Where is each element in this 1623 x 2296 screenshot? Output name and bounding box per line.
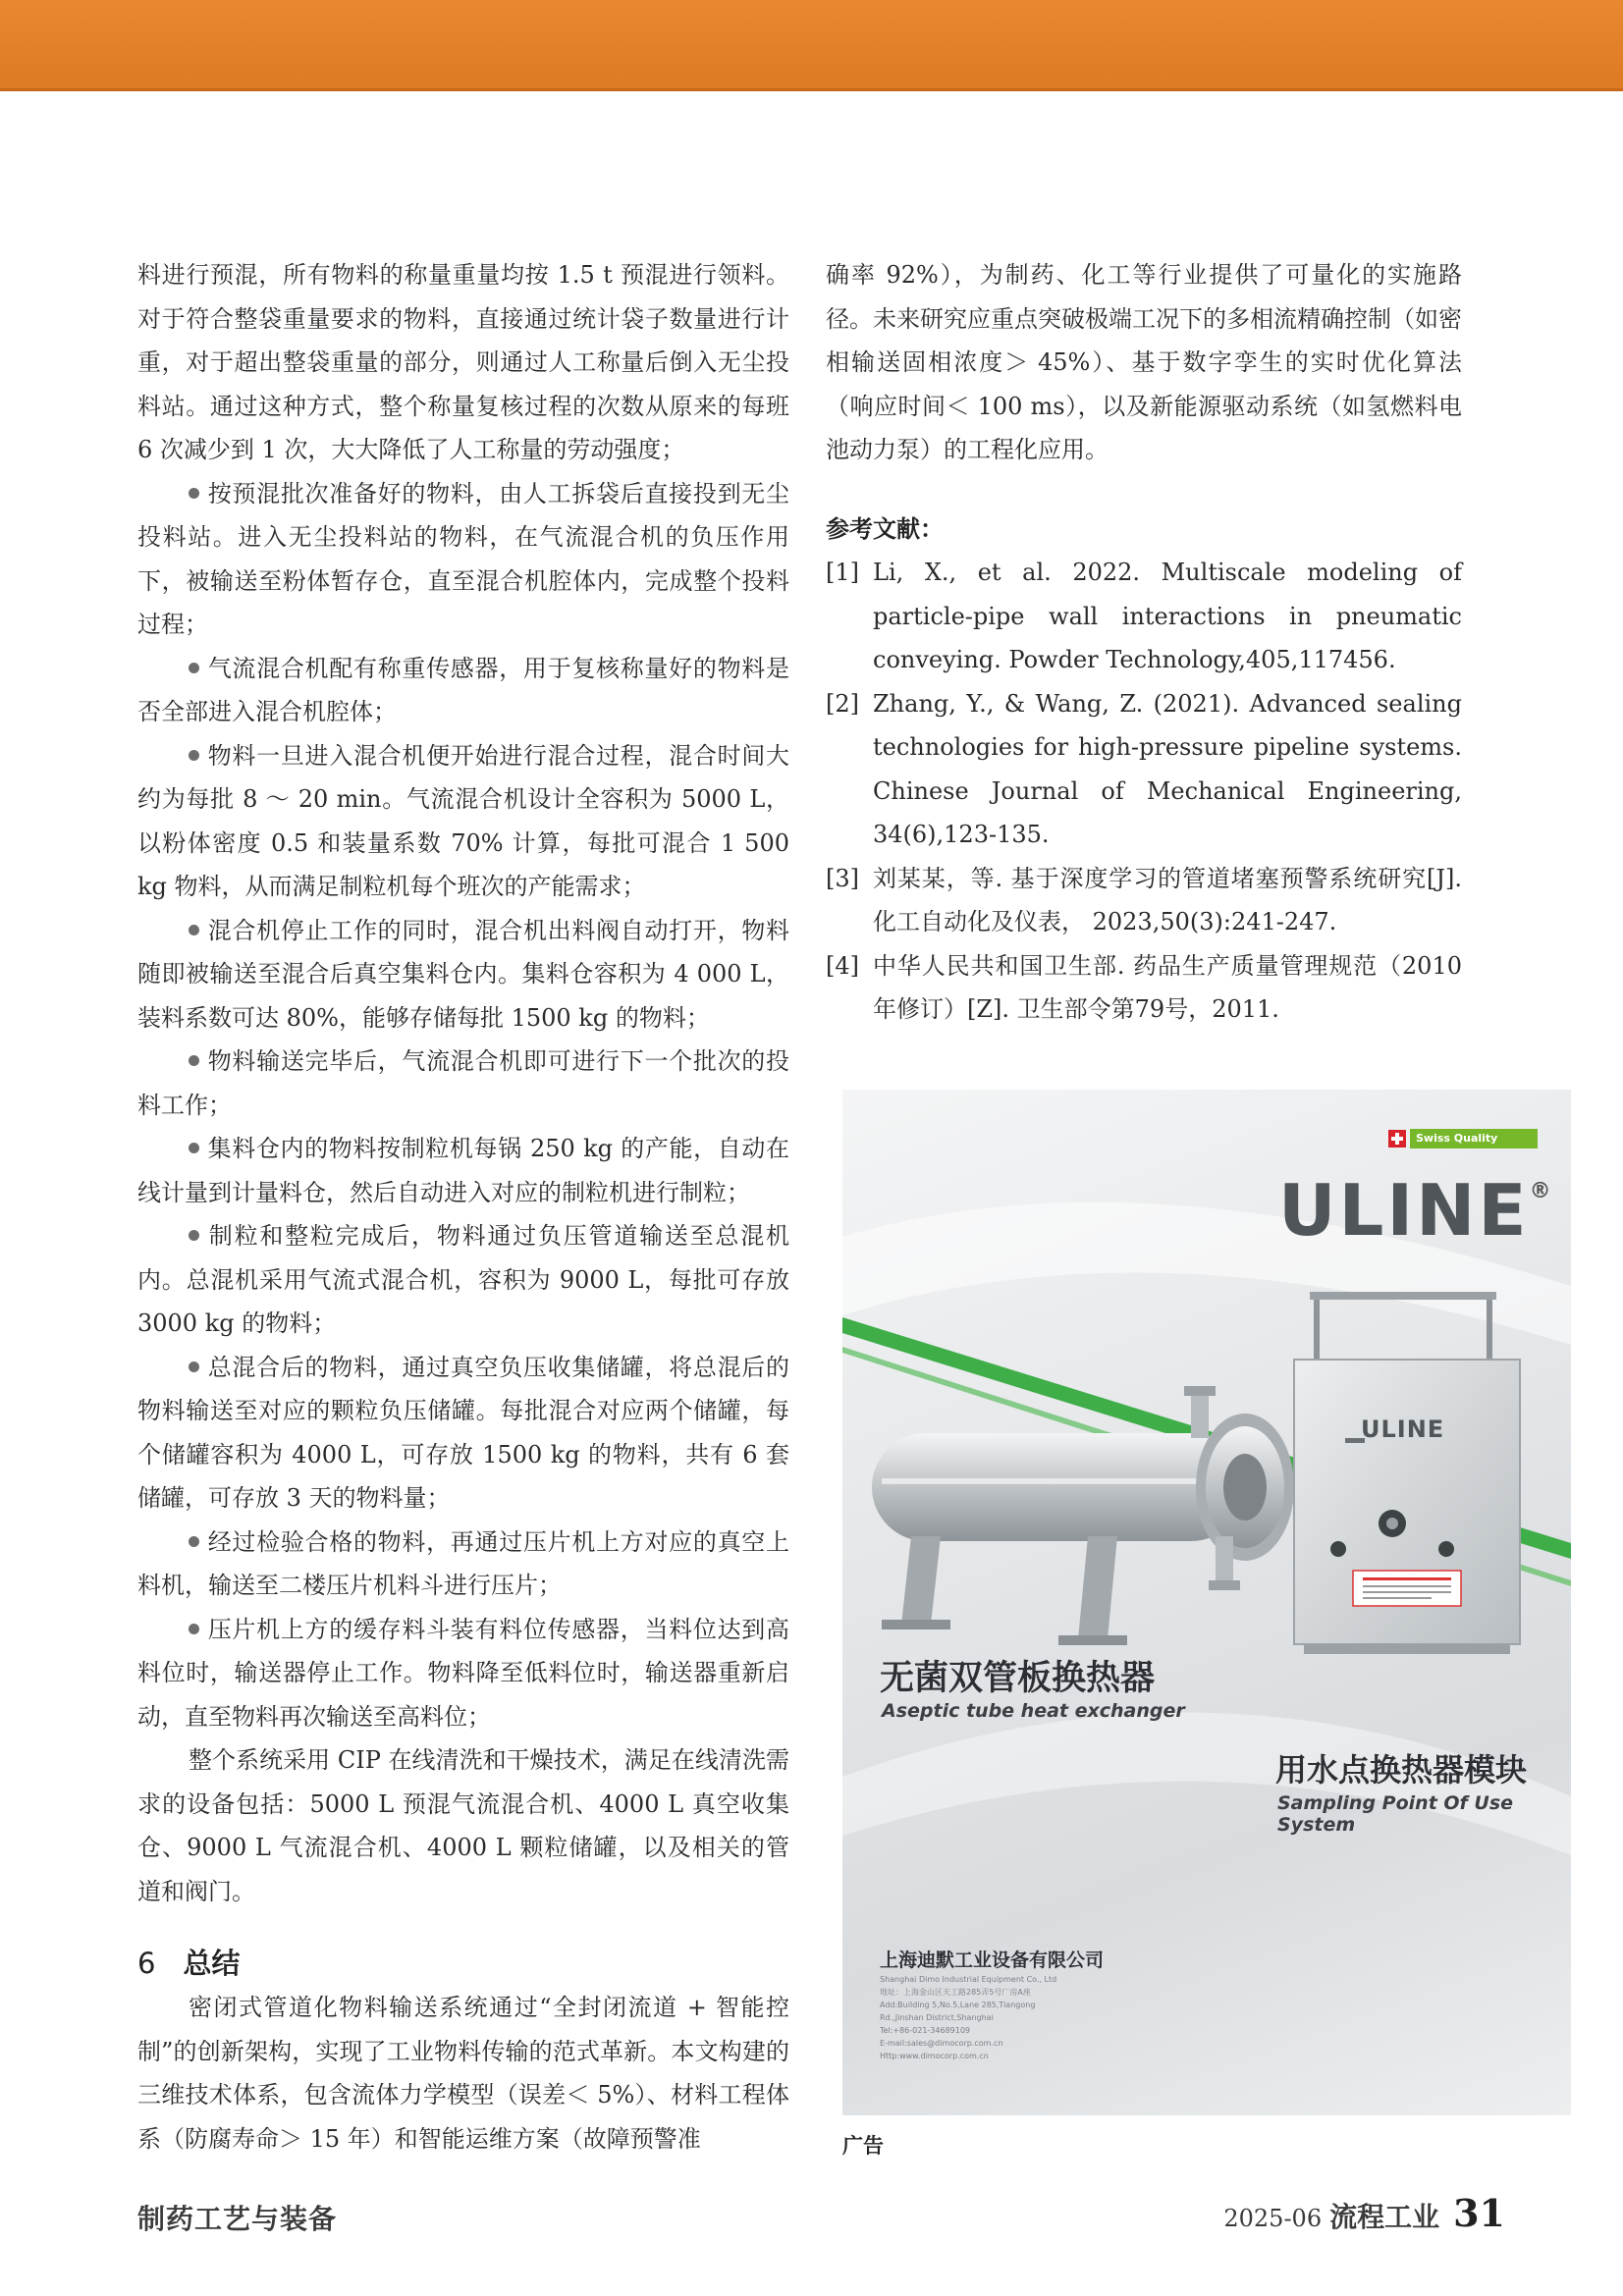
uline-logo: ULINE® — [1278, 1169, 1554, 1252]
company-address-en: Rd.,Jinshan District,Shanghai — [880, 2013, 994, 2022]
swiss-quality-badge — [1388, 1129, 1538, 1148]
product-1-title: 无菌双管板换热器 — [880, 1659, 1156, 1698]
reference-number: [3] — [826, 864, 859, 892]
bullet-item: 物料输送完毕后，气流混合机即可进行下一个批次的投料工作； — [137, 1047, 789, 1119]
magazine-name: 流程工业 — [1329, 2201, 1440, 2233]
section-number: 6 — [137, 1947, 156, 1980]
registered-mark: ® — [1529, 1179, 1554, 1203]
paragraph: 整个系统采用 CIP 在线清洗和干燥技术，满足在线清洗需求的设备包括：5000 L 预混气流混合机、4000 L 真空收集仓、9000 L 气流混合机、4000 L 颗粒储罐，以及相关的管道和阀门。 — [137, 1746, 789, 1905]
bullet-item: 压片机上方的缓存料斗装有料位传感器，当料位达到高料位时，输送器停止工作。物料降至低料位时，输送器重新启动，直至物料再次输送至高料位； — [137, 1615, 789, 1731]
bullet-dot-icon — [189, 1055, 199, 1066]
device-logo: ULINE — [1361, 1415, 1445, 1443]
bullet-dot-icon — [189, 750, 199, 761]
summary-paragraph-continued: 确率 92%），为制药、化工等行业提供了可量化的实施路径。未来研究应重点突破极端工况下的多相流精确控制（如密相输送固相浓度＞ 45%）、基于数字孪生的实时优化算法（响应时间＜ 100 ms），以及新能源驱动系统（如氢燃料电池动力泵）的工程化应用。 — [826, 261, 1462, 463]
section-heading — [137, 1941, 789, 1986]
bullet-dot-icon — [189, 488, 199, 499]
bullet-item: 经过检验合格的物料，再通过压片机上方对应的真空上料机，输送至二楼压片机料斗进行压片； — [137, 1527, 789, 1599]
summary-paragraph: 密闭式管道化物料输送系统通过“全封闭流道 + 智能控制”的创新架构，实现了工业物料传输的范式革新。本文构建的三维技术体系，包含流体力学模型（误差＜ 5%）、材料工程体系（防腐寿命＞ 15 年）和智能运维方案（故障预警准 — [137, 1994, 789, 2153]
right-column — [826, 253, 1462, 1032]
bullet-item: 混合机停止工作的同时，混合机出料阀自动打开，物料随即被输送至混合后真空集料仓内。集料仓容积为 4 000 L，装料系数可达 80%，能够存储每批 1500 kg 的物料； — [137, 916, 789, 1032]
footer-info — [1223, 2191, 1505, 2235]
company-phone: Tel:+86-021-34689109 — [880, 2026, 971, 2035]
ad-caption: 广告 — [842, 2134, 884, 2158]
company-name: 上海迪默工业设备有限公司 — [880, 1949, 1105, 1971]
company-website: Http:www.dimocorp.com.cn — [880, 2052, 989, 2060]
reference-item — [826, 857, 1462, 944]
bullet-item: 集料仓内的物料按制粒机每锅 250 kg 的产能，自动在线计量到计量料仓，然后自动进入对应的制粒机进行制粒； — [137, 1135, 789, 1206]
product-1-subtitle: Aseptic tube heat exchanger — [882, 1700, 1185, 1722]
issue-number: 2025-06 — [1223, 2205, 1323, 2232]
company-contact — [880, 1973, 1174, 2062]
reference-number: [2] — [826, 689, 859, 718]
bullet-item: 制粒和整粒完成后，物料通过负压管道输送至总混机内。总混机采用气流式混合机，容积为 9000 L，每批可存放 3000 kg 的物料； — [137, 1222, 789, 1337]
reference-number: [4] — [826, 951, 859, 980]
bullet-dot-icon — [189, 1624, 199, 1634]
badge-label: Swiss Quality — [1410, 1129, 1538, 1148]
product-2-title: 用水点换热器模块 — [1275, 1751, 1528, 1789]
footer-section-title: 制药工艺与装备 — [137, 2203, 338, 2235]
bullet-item: 总混合后的物料，通过真空负压收集储罐，将总混后的物料输送至对应的颗粒负压储罐。每批混合对应两个储罐，每个储罐容积为 4000 L，可存放 1500 kg 的物料，共有 6 套储罐，可存放 3 天的物料量； — [137, 1353, 789, 1512]
company-name-en: Shanghai Dimo Industrial Equipment Co., Ltd — [880, 1975, 1057, 1984]
reference-number: [1] — [826, 559, 859, 586]
left-column — [137, 253, 789, 2161]
bullet-dot-icon — [189, 1362, 199, 1372]
bullet-dot-icon — [189, 925, 199, 935]
reference-item — [826, 551, 1462, 682]
sampling-module-illustration — [1294, 1292, 1520, 1654]
bullet-dot-icon — [189, 1143, 199, 1153]
reference-text: 中华人民共和国卫生部. 药品生产质量管理规范（2010年修订）[Z]. 卫生部令第79号，2011. — [873, 951, 1462, 1023]
section-title: 总结 — [183, 1947, 241, 1980]
reference-item — [826, 682, 1462, 857]
bullet-dot-icon — [189, 1536, 199, 1547]
reference-item — [826, 944, 1462, 1032]
company-address-en: Add:Building 5,No.5,Lane 285,Tiangong — [880, 2001, 1036, 2009]
bullet-item: 物料一旦进入混合机便开始进行混合过程，混合时间大约为每批 8 ～ 20 min。气流混合机设计全容积为 5000 L，以粉体密度 0.5 和装量系数 70% 计算，每批可混合 1 500 kg 物料，从而满足制粒机每个班次的产能需求； — [137, 741, 789, 900]
page-number: 31 — [1453, 2191, 1505, 2235]
bullet-dot-icon — [189, 663, 199, 673]
bullet-item: 气流混合机配有称重传感器，用于复核称量好的物料是否全部进入混合机腔体； — [137, 654, 789, 725]
bullet-dot-icon — [189, 1230, 199, 1241]
paragraph: 料进行预混，所有物料的称量重量均按 1.5 t 预混进行领料。对于符合整袋重量要求的物料，直接通过统计袋子数量进行计重，对于超出整袋重量的部分，则通过人工称量后倒入无尘投料站。通过这种方式，整个称量复核过程的次数从原来的每班 6 次减少到 1 次，大大降低了人工称量的劳动强度； — [137, 261, 789, 463]
swiss-flag-icon — [1388, 1130, 1406, 1148]
reference-text: Zhang, Y., & Wang, Z. (2021). Advanced sealing technologies for high-pressure pipeline systems. Chinese Journal of Mechanical Engineering, 34(6),123-135. — [873, 689, 1462, 848]
reference-text: Li, X., et al. 2022. Multiscale modeling of particle-pipe wall interactions in pneumatic conveying. Powder Technology,405,117456. — [873, 559, 1462, 673]
product-2-subtitle: Sampling Point Of Use System — [1277, 1792, 1514, 1836]
reference-text: 刘某某，等. 基于深度学习的管道堵塞预警系统研究[J]. 化工自动化及仪表， 2023,50(3):241-247. — [873, 864, 1462, 935]
company-email: E-mail:sales@dimocorp.com.cn — [880, 2039, 1003, 2048]
advertisement — [842, 1090, 1571, 2115]
company-address: 地址：上海金山区天工路285弄5号厂房A座 — [880, 1988, 1031, 1997]
references-heading: 参考文献： — [826, 514, 944, 543]
bullet-item: 按预混批次准备好的物料，由人工拆袋后直接投到无尘投料站。进入无尘投料站的物料，在气流混合机的负压作用下，被输送至粉体暂存仓，直至混合机腔体内，完成整个投料过程； — [137, 479, 789, 638]
header-color-bar — [0, 0, 1623, 91]
